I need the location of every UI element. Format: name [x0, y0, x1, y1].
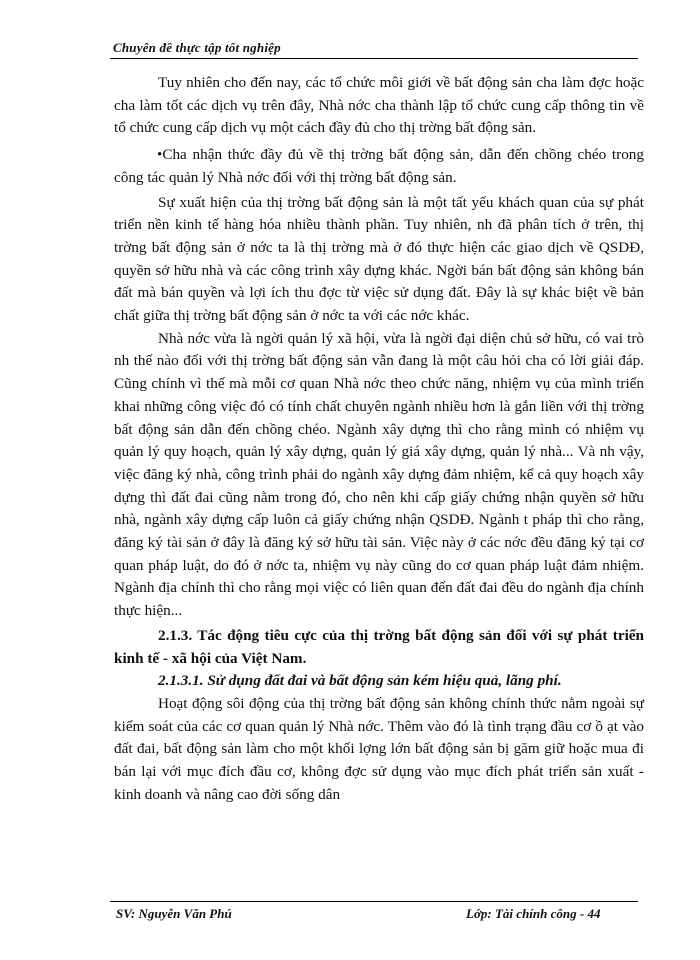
footer-author: SV: Nguyễn Văn Phú [116, 906, 232, 921]
paragraph: Nhà nớc vừa là ngời quản lý xã hội, vừa là ngời đại diện chủ sở hữu, có vai trò nh thế nào đối với thị trờng bất động sản vẫn đang là một câu hỏi cha có lời giải đáp. Cũng chính vì thế mà mỗi cơ quan Nhà nớc theo chức năng, nhiệm vụ của mình triển khai những công việc đó có tính chất chuyên ngành nhiều hơn là gắn liền với thị trờng bất động sản dẫn đến chồng chéo. Ngành xây dựng thì cho rằng mình có nhiệm vụ quản lý quy hoạch, quản lý xây dựng, quản lý giá xây dựng, quản lý nhà... Và nh vậy, việc đăng ký nhà, công trình phải do ngành xây dựng đảm nhiệm, kể cả quy hoạch xây dựng thì đất đai cũng nằm trong đó, cho nên khi cấp giấy chứng nhận quyền sở hữu nhà, ngành xây dựng cấp luôn cả giấy chứng nhận QSDĐ. Ngành t pháp thì cho rằng, đăng ký tài sản ở đây là đăng ký sở hữu tài sản. Việc này ở các nớc đều đăng ký tại cơ quan pháp luật, do đó ở nớc ta, nhiệm vụ này cũng do cơ quan pháp luật đảm nhiệm. Ngành địa chính thì cho rằng mọi việc có liên quan đến đất đai đều do ngành địa chính thực hiện... [114, 329, 644, 620]
paragraph: Tuy nhiên cho đến nay, các tổ chức môi giới về bất động sản cha làm đợc hoặc cha làm tốt các dịch vụ trên đây, Nhà nớc cha thành lập tổ chức cung cấp thông tin về tổ chức cung cấp dịch vụ một cách đầy đủ cho thị trờng bất động sản. [114, 74, 644, 137]
bullet-paragraph: •Cha nhận thức đầy đủ về thị trờng bất động sản, dẫn đến chồng chéo trong công tác quản lý Nhà nớc đối với thị trờng bất động sản. [114, 146, 644, 186]
page-header: Chuyên đề thực tập tốt nghiệp [113, 40, 281, 55]
subsection-heading: 2.1.3.1. Sử dụng đất đai và bất động sản kém hiệu quả, lãng phí. [158, 672, 562, 690]
section-heading: 2.1.3. Tác động tiêu cực của thị trờng bất động sản đối với sự phát triển kinh tế - xã hội của Việt Nam. [114, 626, 644, 667]
paragraph: Hoạt động sôi động của thị trờng bất động sản không chính thức nằm ngoài sự kiểm soát của các cơ quan quản lý Nhà nớc. Thêm vào đó là tình trạng đầu cơ ồ ạt vào đất đai, bất động sản làm cho một khối lợng lớn bất động sản bị găm giữ hoặc mua đi bán lại với mục đích đầu cơ, không đợc sử dụng vào mục đích phát triển sản xuất - kinh doanh và nâng cao đời sống dân [114, 694, 644, 803]
footer-rule [110, 901, 638, 902]
footer-class: Lớp: Tài chính công - 44 [466, 906, 601, 921]
paragraph: Sự xuất hiện của thị trờng bất động sản là một tất yếu khách quan của sự phát triển nền kinh tế hàng hóa nhiều thành phần. Tuy nhiên, nh đã phân tích ở trên, thị trờng bất động sản ở nớc ta là thị trờng mà ở đó thực hiện các giao dịch về QSDĐ, quyền sở hữu nhà và các công trình xây dựng khác. Ngời bán bất động sản không bán đất mà bán quyền và lợi ích thu đợc từ việc sử dụng đất. Đây là sự khác biệt về bản chất giữa thị trờng bất động sản ở nớc ta với các nớc khác. [114, 193, 644, 325]
header-rule [110, 58, 638, 59]
document-body [114, 72, 644, 807]
